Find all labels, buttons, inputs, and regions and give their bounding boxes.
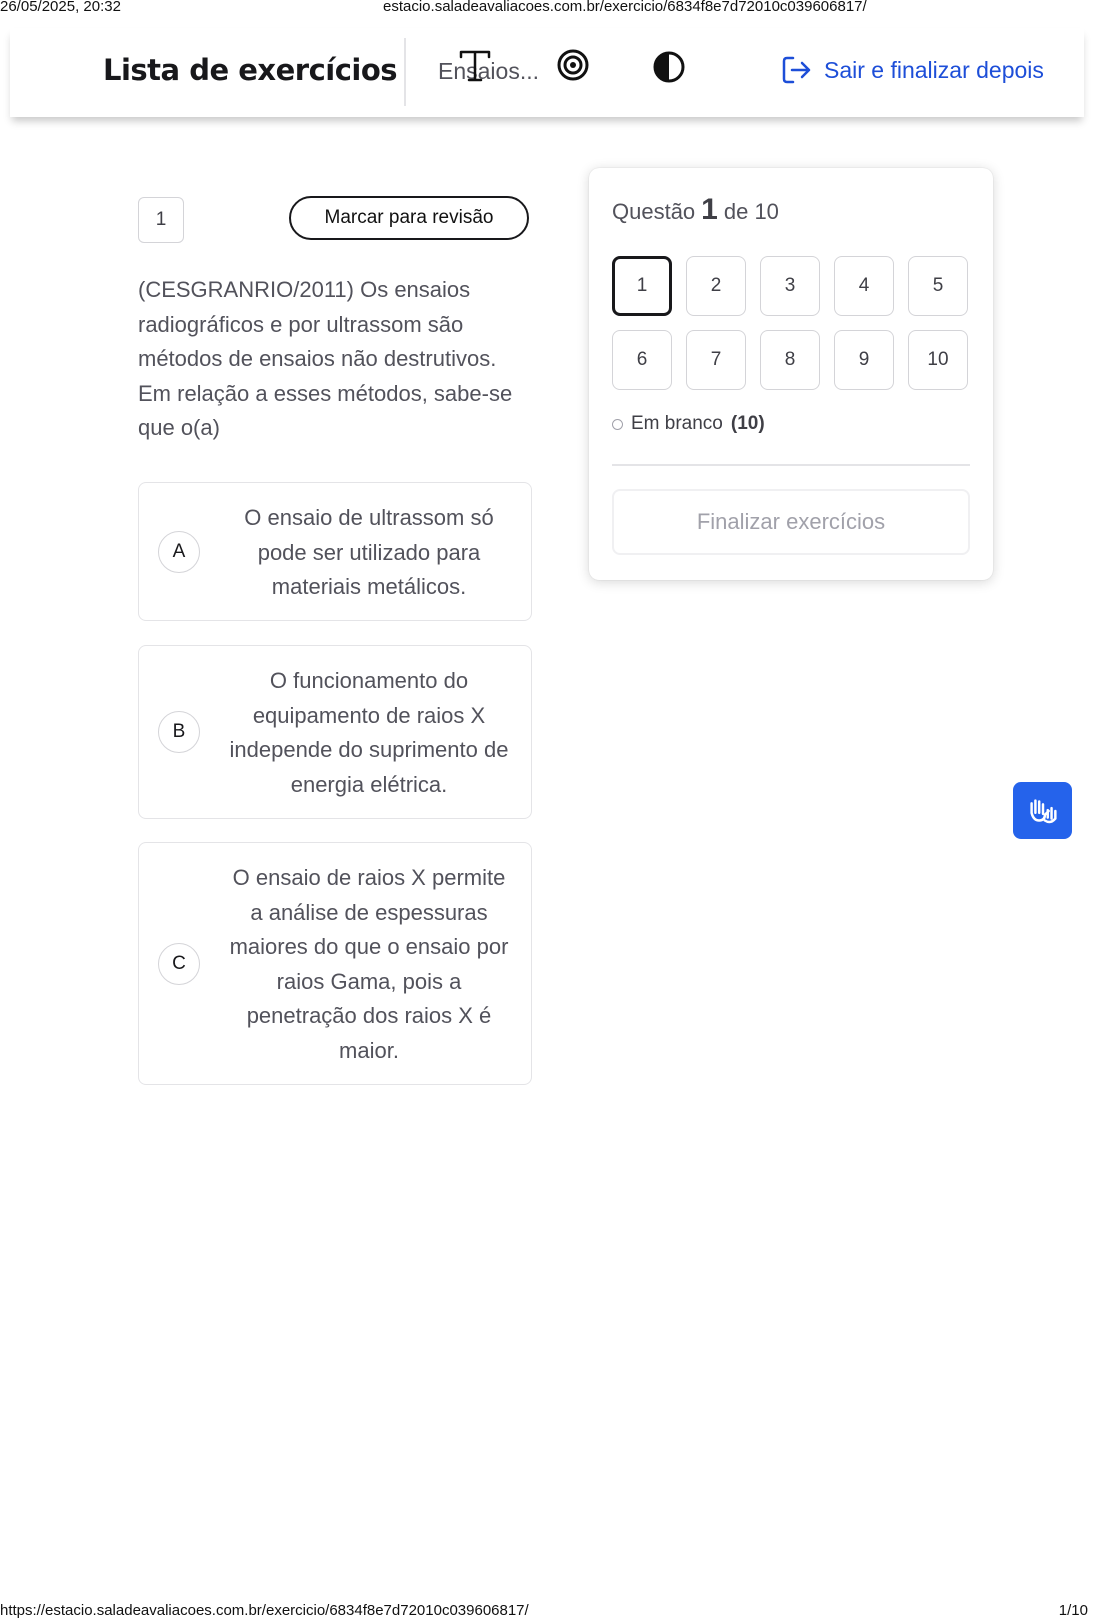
blank-legend xyxy=(612,413,765,435)
header-divider xyxy=(404,38,406,106)
question-number-badge: 1 xyxy=(138,197,184,243)
sign-language-button[interactable] xyxy=(1013,782,1072,839)
question-counter xyxy=(612,193,779,227)
question-button-4[interactable]: 4 xyxy=(834,256,894,316)
answer-option-b[interactable] xyxy=(138,645,532,819)
option-letter: C xyxy=(158,943,200,985)
exit-label: Sair e finalizar depois xyxy=(824,56,1044,83)
print-date: 26/05/2025, 20:32 xyxy=(0,0,121,15)
panel-divider xyxy=(612,464,970,466)
question-button-10[interactable]: 10 xyxy=(908,330,968,390)
option-letter: B xyxy=(158,711,200,753)
sign-language-icon xyxy=(1024,792,1062,830)
answer-option-a[interactable] xyxy=(138,482,532,621)
question-button-1[interactable]: 1 xyxy=(612,256,672,316)
finish-exercises-button[interactable]: Finalizar exercícios xyxy=(612,489,970,555)
print-footer xyxy=(0,1602,1094,1622)
question-grid xyxy=(612,256,968,390)
question-navigator-panel xyxy=(589,168,993,580)
counter-prefix: Questão xyxy=(612,199,696,224)
legend-label: Em branco xyxy=(631,413,723,434)
font-size-icon[interactable] xyxy=(457,46,493,86)
exit-button[interactable] xyxy=(780,48,1044,92)
page-title: Lista de exercícios xyxy=(103,53,398,87)
question-button-6[interactable]: 6 xyxy=(612,330,672,390)
subject-name: Ensaios... xyxy=(438,58,539,84)
print-url: estacio.saladeavaliacoes.com.br/exercicio/6834f8e7d72010c039606817/ xyxy=(383,0,867,15)
exit-icon xyxy=(780,53,814,87)
option-text: O ensaio de raios X permite a análise de espessuras maiores do que o ensaio por raios Gama, pois a penetração dos raios X é maior. xyxy=(229,865,509,1063)
print-page-number: 1/10 xyxy=(1058,1602,1088,1619)
question-button-7[interactable]: 7 xyxy=(686,330,746,390)
option-text: O funcionamento do equipamento de raios X independe do suprimento de energia elétrica. xyxy=(229,668,509,797)
counter-suffix: de 10 xyxy=(723,199,779,224)
contrast-icon[interactable] xyxy=(652,50,686,84)
blank-status-icon xyxy=(612,419,623,430)
target-icon[interactable] xyxy=(556,48,590,82)
question-button-2[interactable]: 2 xyxy=(686,256,746,316)
question-button-9[interactable]: 9 xyxy=(834,330,894,390)
option-letter: A xyxy=(158,531,200,573)
question-button-5[interactable]: 5 xyxy=(908,256,968,316)
question-button-3[interactable]: 3 xyxy=(760,256,820,316)
mark-review-button[interactable]: Marcar para revisão xyxy=(289,196,529,240)
top-bar xyxy=(10,28,1084,117)
counter-current: 1 xyxy=(701,193,718,226)
question-statement: (CESGRANRIO/2011) Os ensaios radiográficos e por ultrassom são métodos de ensaios não destrutivos. Em relação a esses métodos, sabe-se que o(a) xyxy=(138,277,513,440)
option-text: O ensaio de ultrassom só pode ser utilizado para materiais metálicos. xyxy=(244,505,494,599)
print-footer-url: https://estacio.saladeavaliacoes.com.br/exercicio/6834f8e7d72010c039606817/ xyxy=(0,1602,529,1619)
legend-count: (10) xyxy=(730,413,765,434)
print-header xyxy=(0,0,1094,18)
question-button-8[interactable]: 8 xyxy=(760,330,820,390)
answer-option-c[interactable] xyxy=(138,842,532,1085)
